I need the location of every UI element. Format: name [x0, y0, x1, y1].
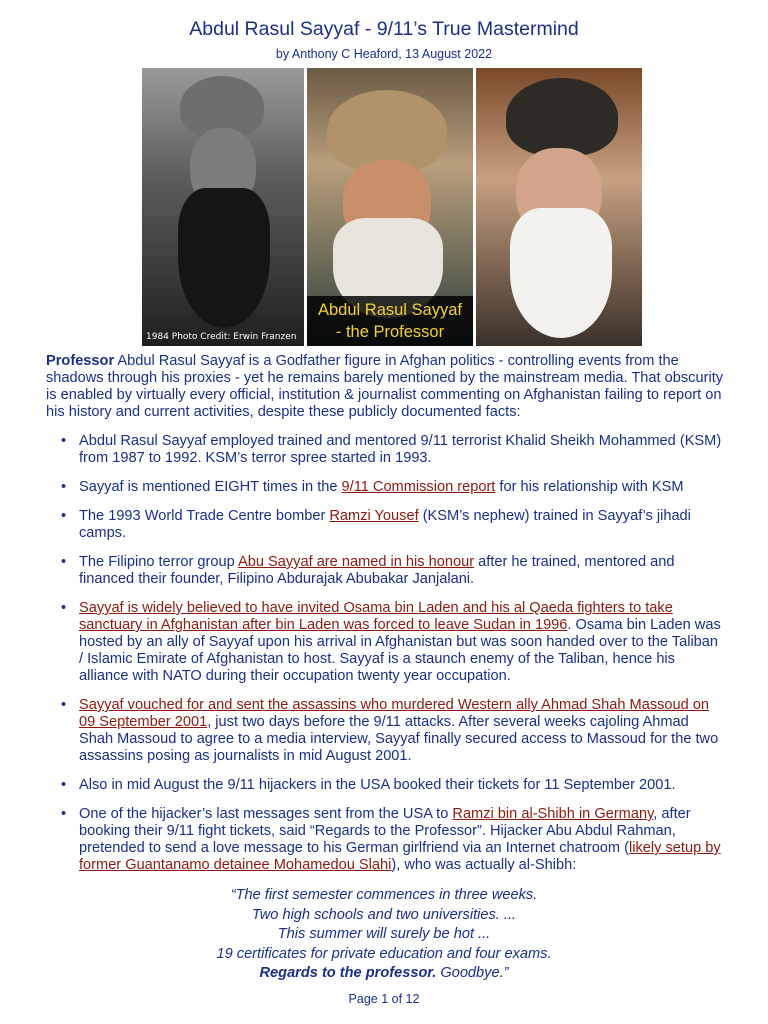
page-title: Abdul Rasul Sayyaf - 9/11’s True Mastermind [189, 18, 579, 40]
photo-caption [307, 296, 473, 346]
page-number: Page 1 of 12 [348, 992, 420, 1006]
intro-text: Abdul Rasul Sayyaf is a Godfather figure in Afghan politics - controlling events from the shadows through his proxies - yet he remains barely mentioned by the mainstream media. That obscurity is enabled by virtually every official, institution & journalist commenting on Afghanistan failing to report on his history and current activities, despite these publicly documented facts: [46, 353, 724, 420]
link-slahi-setup[interactable]: likely setup by former Guantanamo detainee Mohamedou Slahi [79, 840, 721, 873]
fact-text: . Osama bin Laden was hosted by an ally of Sayyaf upon his arrival in Afghanistan but was soon handed over to the Taliban / Islamic Emirate of Afghanistan to host. Sayyaf is a staunch enemy of the Taliban, hence his alliance with NATO during their occupation twenty year occupation. [79, 617, 721, 684]
beard-shape [178, 188, 270, 328]
fact-text: One of the hijacker’s last messages sent from the USA to [79, 806, 453, 822]
fact-text: The Filipino terror group [79, 554, 238, 570]
link-ramzi-yousef[interactable]: Ramzi Yousef [329, 508, 419, 524]
fact-text: ), who was actually al-Shibh: [391, 857, 577, 873]
link-bin-laden-sanctuary[interactable]: Sayyaf is widely believed to have invited Osama bin Laden and his al Qaeda fighters to take sanctuary in Afghanistan after bin Laden was forced to leave Sudan in 1996 [79, 600, 673, 633]
list-item [46, 479, 726, 496]
photo-1984 [142, 68, 304, 346]
intro-paragraph [46, 353, 726, 421]
quote-regards: Regards to the professor. [259, 965, 437, 982]
photo-strip [142, 68, 642, 346]
photo-recent [476, 68, 642, 346]
photo-credit: 1984 Photo Credit: Erwin Franzen [146, 332, 297, 342]
list-item [46, 433, 726, 467]
link-ramzi-bin-al-shibh[interactable]: Ramzi bin al-Shibh in Germany [452, 806, 654, 822]
quote-line: Two high schools and two universities. ... [251, 906, 517, 923]
link-massoud-assassins[interactable]: Sayyaf vouched for and sent the assassins who murdered Western ally Ahmad Shah Massoud on 09 September 2001 [79, 697, 710, 730]
list-item [46, 777, 726, 794]
fact-text: for his relationship with KSM [495, 479, 684, 495]
hijacker-message-quote [0, 886, 768, 984]
quote-line: This summer will surely be hot ... [277, 926, 491, 943]
byline: by Anthony C Heaford, 13 August 2022 [275, 47, 493, 61]
fact-text: , after booking their 9/11 fight tickets, said “Regards to the Professor”. Hijacker Abu Abdul Rahman, pretended to send a love message to his German girlfriend via an Internet chatroom ( [79, 806, 691, 856]
quote-line: “The first semester commences in three weeks. [230, 887, 538, 903]
quote-line: 19 certificates for private education and four exams. [216, 945, 552, 962]
turban-shape [506, 78, 618, 156]
list-item [46, 554, 726, 588]
fact-text: (KSM’s nephew) trained in Sayyaf’s jihadi camps. [79, 508, 691, 541]
fact-text: Sayyaf is mentioned EIGHT times in the [79, 479, 342, 495]
facts-list [46, 433, 726, 886]
list-item [46, 806, 726, 874]
link-911-commission-report[interactable]: 9/11 Commission report [341, 479, 496, 495]
fact-text: Also in mid August the 9/11 hijackers in the USA booked their tickets for 11 September 2001. [79, 777, 676, 793]
fact-text: The 1993 World Trade Centre bomber [79, 508, 330, 524]
beard-shape [510, 208, 612, 338]
fact-text: , just two days before the 9/11 attacks. After several weeks cajoling Ahmad Shah Massoud to agree to a media interview, Sayyaf finally secured access to Massoud for the two assassins posing as journalists in mid August 2001. [79, 714, 719, 764]
fact-text: after he trained, mentored and financed their founder, Filipino Abdurajak Abubakar Janjalani. [79, 554, 675, 587]
fact-text: Abdul Rasul Sayyaf employed trained and mentored 9/11 terrorist Khalid Sheikh Mohammed (KSM) from 1987 to 1992. KSM’s terror spree started in 1993. [79, 433, 722, 466]
caption-line-2: - the Professor [335, 323, 445, 341]
intro-lead: Professor [46, 353, 115, 369]
photo-middle [307, 68, 473, 346]
list-item [46, 697, 726, 765]
quote-goodbye: Goodbye.” [436, 965, 509, 982]
link-abu-sayyaf[interactable]: Abu Sayyaf are named in his honour [238, 554, 475, 570]
list-item [46, 508, 726, 542]
quote-line [0, 964, 768, 984]
list-item [46, 600, 726, 685]
caption-line-1: Abdul Rasul Sayyaf [318, 301, 462, 319]
